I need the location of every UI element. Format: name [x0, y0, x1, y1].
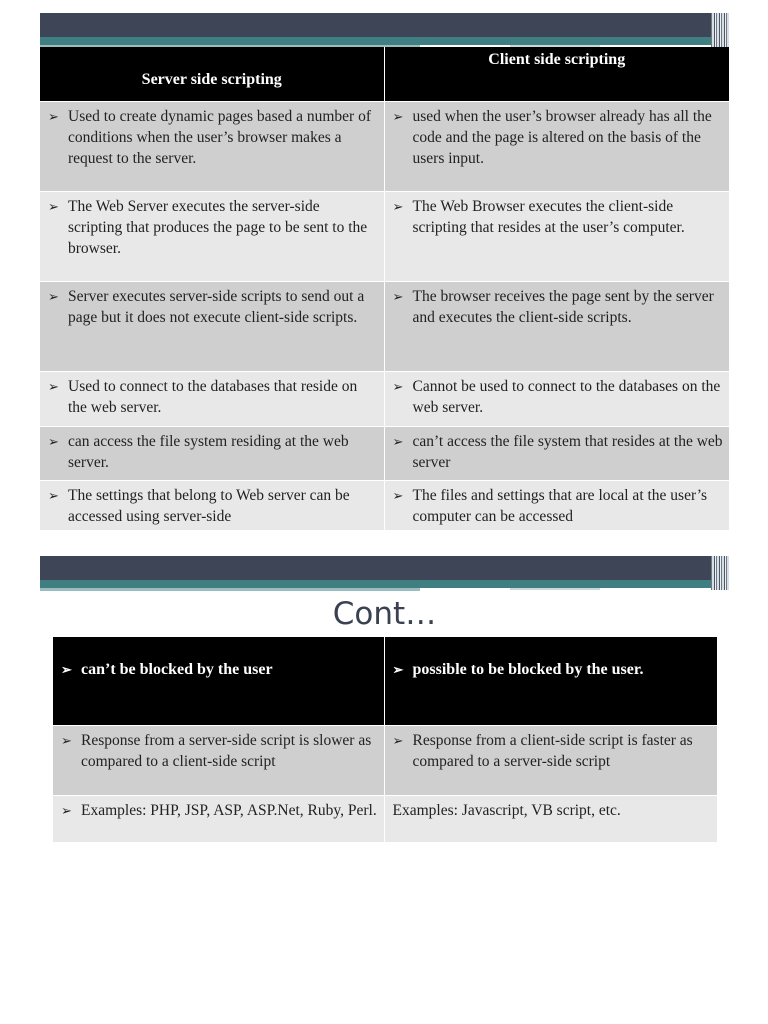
- bullet-arrow-icon: ➢: [48, 488, 59, 503]
- header-server-side: Server side scripting: [40, 47, 384, 102]
- table-row: [53, 796, 717, 842]
- bullet-arrow-icon: ➢: [48, 434, 59, 449]
- bullet-arrow-icon: ➢: [61, 733, 72, 748]
- client-cell: ➢ Cannot be used to connect to the databases on the web server.: [384, 372, 729, 427]
- client-cell: ➢ The browser receives the page sent by the server and executes the client-side scripts.: [384, 282, 729, 372]
- server-cell: ➢ Used to create dynamic pages based a number of conditions when the user’s browser makes a request to the server.: [40, 102, 384, 192]
- table-row: [40, 192, 729, 282]
- bullet-arrow-icon: ➢: [48, 289, 59, 304]
- banner-light-line: [40, 588, 420, 591]
- server-cell: ➢ Used to connect to the databases that reside on the web server.: [40, 372, 384, 427]
- client-cell: ➢ can’t access the file system that resides at the web server: [384, 427, 729, 481]
- bullet-arrow-icon: ➢: [48, 109, 59, 124]
- server-cell: ➢ The settings that belong to Web server can be accessed using server-side: [40, 481, 384, 531]
- bullet-arrow-icon: ➢: [61, 803, 72, 818]
- banner-dark-band: [40, 556, 729, 580]
- client-cell: ➢ The files and settings that are local at the user’s computer can be accessed: [384, 481, 729, 531]
- bullet-arrow-icon: ➢: [392, 379, 404, 394]
- banner-stripes: [711, 13, 729, 47]
- server-cell: ➢ can access the file system residing at the web server.: [40, 427, 384, 481]
- client-cell: ➢ used when the user’s browser already has all the code and the page is altered on the basis of the users input.: [384, 102, 729, 192]
- table-row: [40, 372, 729, 427]
- banner-dark-band: [40, 13, 729, 37]
- banner-stripes: [711, 556, 729, 590]
- banner-light-line: [510, 588, 600, 590]
- bullet-arrow-icon: ➢: [392, 733, 404, 748]
- server-cell: ➢ Response from a server-side script is slower as compared to a client-side script: [53, 726, 384, 796]
- table-row: [53, 726, 717, 796]
- bullet-arrow-icon: ➢: [392, 488, 404, 503]
- bullet-arrow-icon: ➢: [392, 199, 404, 214]
- bullet-arrow-icon: ➢: [48, 199, 59, 214]
- comparison-table-continued: [53, 637, 717, 842]
- server-cell: ➢ Server executes server-side scripts to send out a page but it does not execute client-side scripts.: [40, 282, 384, 372]
- header-client-side: Client side scripting: [384, 47, 729, 102]
- bullet-arrow-icon: ➢: [392, 109, 404, 124]
- client-cell: ➢ The Web Browser executes the client-side scripting that resides at the user’s computer.: [384, 192, 729, 282]
- slide-comparison: [40, 13, 729, 530]
- header-server-blocking: ➢ can’t be blocked by the user: [53, 637, 384, 726]
- server-cell: ➢ The Web Server executes the server-side scripting that produces the page to be sent to the browser.: [40, 192, 384, 282]
- banner-teal-band: [40, 37, 729, 45]
- bullet-arrow-icon: ➢: [392, 662, 404, 677]
- slide-banner: [40, 13, 729, 47]
- bullet-arrow-icon: ➢: [61, 662, 72, 677]
- slide-continued: [40, 556, 729, 846]
- slide-title: Cont…: [332, 596, 437, 632]
- table-row: [40, 102, 729, 192]
- comparison-table: [40, 47, 729, 530]
- bullet-arrow-icon: ➢: [392, 289, 404, 304]
- slide-banner: [40, 556, 729, 590]
- client-cell: ➢ Response from a client-side script is faster as compared to a server-side script: [384, 726, 717, 796]
- header-client-blocking: ➢ possible to be blocked by the user.: [384, 637, 717, 726]
- table-row: [40, 427, 729, 481]
- bullet-arrow-icon: ➢: [392, 434, 404, 449]
- bullet-arrow-icon: ➢: [48, 379, 59, 394]
- server-cell: ➢ Examples: PHP, JSP, ASP, ASP.Net, Ruby, Perl.: [53, 796, 384, 842]
- table-row: [40, 282, 729, 372]
- client-cell: Examples: Javascript, VB script, etc.: [384, 796, 717, 842]
- banner-teal-band: [40, 580, 729, 588]
- table-row: [40, 481, 729, 531]
